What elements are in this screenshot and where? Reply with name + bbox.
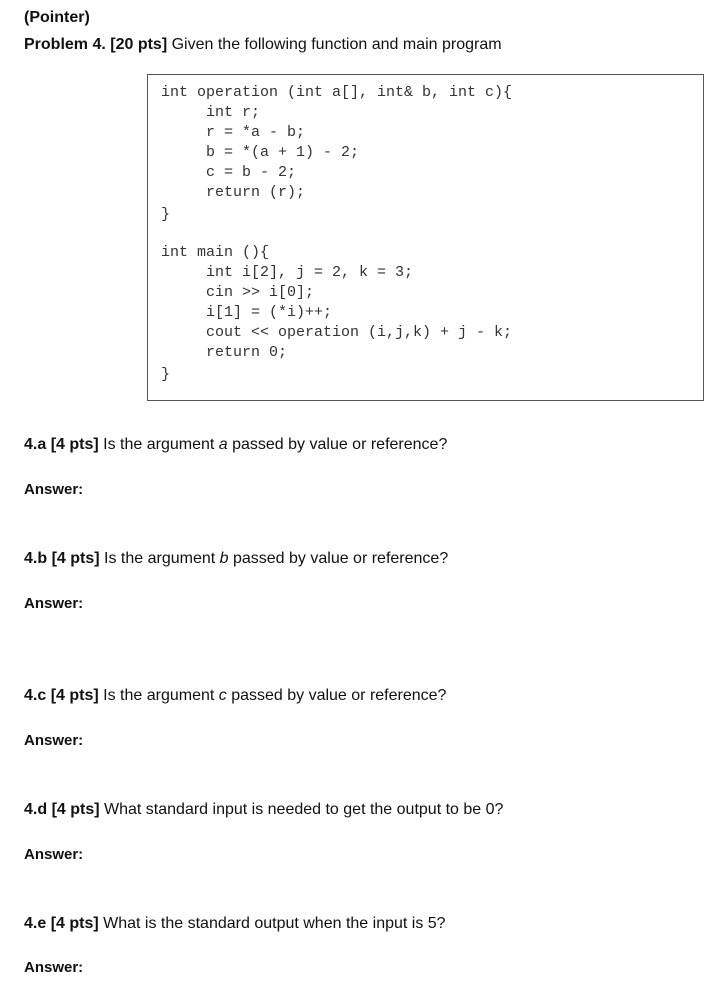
code-line: int operation (int a[], int& b, int c){ <box>161 84 513 101</box>
question-4b <box>24 550 448 568</box>
code-line: cout << operation (i,j,k) + j - k; <box>161 324 513 341</box>
question-text-pre: Is the argument <box>98 436 219 453</box>
question-text-post: passed by value or reference? <box>228 550 449 567</box>
code-line: b = *(a + 1) - 2; <box>161 144 360 161</box>
code-line: r = *a - b; <box>161 124 306 141</box>
code-line: i[1] = (*i)++; <box>161 304 333 321</box>
topic-heading: (Pointer) <box>24 9 90 26</box>
question-text: What is the standard output when the input is 5? <box>98 915 446 932</box>
question-label: 4.a [4 pts] <box>24 436 99 453</box>
answer-label-4d: Answer: <box>24 846 84 863</box>
answer-label-4b: Answer: <box>24 595 84 612</box>
code-line: return (r); <box>161 184 306 201</box>
question-label: 4.d [4 pts] <box>24 801 100 818</box>
code-line: int main (){ <box>161 244 270 261</box>
question-text-post: passed by value or reference? <box>226 687 447 704</box>
code-line: return 0; <box>161 344 288 361</box>
problem-label: Problem 4. [20 pts] <box>24 36 168 53</box>
question-text-pre: Is the argument <box>99 550 220 567</box>
question-variable: a <box>218 436 228 453</box>
question-text-post: passed by value or reference? <box>227 436 448 453</box>
code-line: int i[2], j = 2, k = 3; <box>161 264 414 281</box>
answer-label-4c: Answer: <box>24 732 84 749</box>
question-4e <box>24 915 446 933</box>
question-label: 4.e [4 pts] <box>24 915 99 932</box>
question-text: What standard input is needed to get the output to be 0? <box>99 801 504 818</box>
question-label: 4.b [4 pts] <box>24 550 100 567</box>
code-line: } <box>161 206 171 223</box>
question-variable: b <box>219 550 229 567</box>
question-4c <box>24 687 446 705</box>
code-line: cin >> i[0]; <box>161 284 315 301</box>
question-variable: c <box>218 687 227 704</box>
question-4d <box>24 801 503 819</box>
problem-text: Given the following function and main program <box>167 36 502 53</box>
code-line: } <box>161 366 171 383</box>
question-4a <box>24 436 447 454</box>
code-box <box>147 74 704 401</box>
code-line: int r; <box>161 104 261 121</box>
question-label: 4.c [4 pts] <box>24 687 99 704</box>
answer-label-4e: Answer: <box>24 959 84 976</box>
problem-title <box>24 36 502 54</box>
code-line: c = b - 2; <box>161 164 297 181</box>
question-text-pre: Is the argument <box>98 687 219 704</box>
answer-label-4a: Answer: <box>24 481 84 498</box>
